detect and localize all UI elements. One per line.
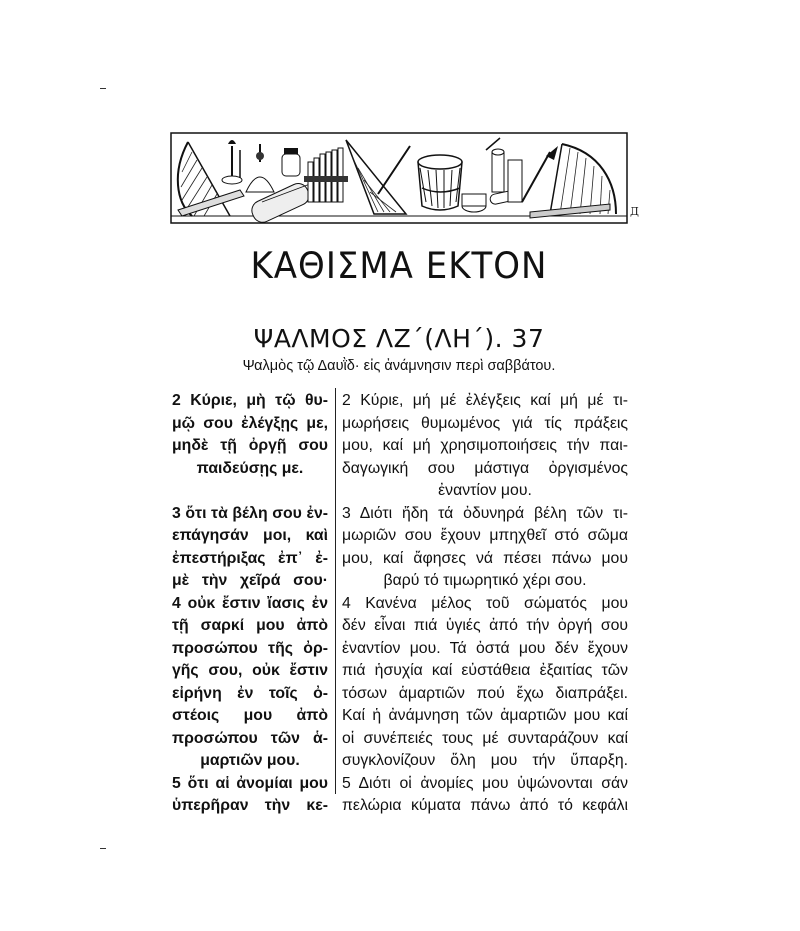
translation-line: 2 Κύριε, μή μέ ἐλέγξεις καί μή μέ τι- (342, 392, 628, 409)
translation-line: οἱ συνέπειές τους μέ συνταράζουν καί (342, 729, 628, 747)
musical-instruments-illustration (170, 132, 628, 224)
translation-line: 3 Διότι ἤδη τά ὀδυνηρά βέλη τῶν τι- (342, 504, 628, 522)
translation-line: μου, καί ἄφησες νά πέσει πάνω μου (342, 549, 628, 567)
translation-line: δαγωγική σου μάστιγα ὀργισμένος (342, 459, 628, 477)
ancient-line: προσώπου τῆς ὀρ- (172, 639, 328, 657)
ancient-line: εἰρήνη ἐν τοῖς ὀ- (172, 684, 328, 702)
column-divider (335, 388, 336, 794)
ancient-line: μῷ σου ἐλέγξῃς με, (172, 414, 328, 432)
ancient-line: προσώπου τῶν ἁ- (172, 729, 328, 747)
ancient-line: ἐπεστήριξας ἐπ᾽ ἐ- (172, 549, 328, 567)
translation-line: δέν εἶναι πιά ὑγιές ἀπό τήν ὀργή σου (342, 617, 628, 634)
ancient-line: γῆς σου, οὐκ ἔστιν (172, 662, 328, 679)
ancient-line: 4 οὐκ ἔστιν ἴασις ἐν (172, 594, 328, 612)
ancient-line: μὲ τὴν χεῖρά σου· (172, 572, 328, 589)
ancient-line: τῇ σαρκί μου ἀπὸ (172, 617, 328, 634)
translation-line: τόσων ἁμαρτιῶν πού ἔχω διαπράξει. (342, 684, 628, 702)
ancient-line: 2 Κύριε, μὴ τῷ θυ- (172, 392, 328, 409)
translation-line: συγκλονίζουν ὅλη μου τήν ὕπαρξη. (342, 752, 628, 769)
ancient-line: μαρτιῶν μου. (200, 752, 300, 769)
translation-line: 4 Κανένα μέλος τοῦ σώματός μου (342, 594, 628, 612)
psalm-subtitle: Ψαλμὸς τῷ Δαυῒδ· εἰς ἀνάμνησιν περὶ σαββάτου. (242, 358, 556, 374)
translation-line: μωρήσεις θυμωμένος γιά τίς πράξεις (342, 414, 628, 432)
translation-line: πελώρια κύματα πάνω ἀπό τό κεφάλι (342, 797, 628, 814)
banner-monogram: Д (630, 205, 639, 218)
translation-line: βαρύ τό τιμωρητικό χέρι σου. (383, 572, 587, 589)
ancient-line: παιδεύσῃς με. (196, 459, 304, 477)
verse-gap (172, 480, 328, 503)
ancient-line: επάγησάν μοι, καὶ (172, 527, 328, 544)
translation-line: πιά ἡσυχία καί εὐστάθεια ἐξαιτίας τῶν (342, 662, 628, 679)
crop-mark-bottom (100, 848, 106, 849)
translation-line: μωριῶν σου ἔχουν μπηχθεῖ στό σῶμα (342, 527, 628, 544)
section-title: ΚΑΘΙΣΜΑ ΕΚΤΟΝ (250, 244, 548, 288)
psalm-title: ΨΑΛΜΟΣ ΛΖ΄(ΛΗ΄). 37 (253, 324, 545, 353)
ancient-line: μηδὲ τῇ ὀργῇ σου (172, 437, 328, 454)
ancient-line: 5 ὅτι αἱ ἀνομίαι μου (172, 774, 328, 792)
crop-mark-top (100, 88, 106, 89)
ancient-line: ὑπερῆραν τὴν κε- (172, 797, 328, 814)
translation-line: μου, καί μή χρησιμοποιήσεις τήν παι- (342, 437, 628, 454)
translation-line: ἐναντίον μου. Τά ὀστά μου δέν ἔχουν (342, 639, 628, 657)
translation-line: Καί ἡ ἀνάμνηση τῶν ἁμαρτιῶν μου καί (342, 707, 628, 724)
ancient-line: στέοις μου ἀπὸ (172, 707, 328, 724)
ancient-line: 3 ὅτι τὰ βέλη σου ἐν- (172, 504, 328, 522)
translation-line: 5 Διότι οἱ ἀνομίες μου ὑψώνονται σάν (342, 774, 628, 792)
modern-translation-column (342, 390, 628, 818)
translation-line: ἐναντίον μου. (438, 482, 532, 499)
ancient-text-column (172, 390, 328, 818)
